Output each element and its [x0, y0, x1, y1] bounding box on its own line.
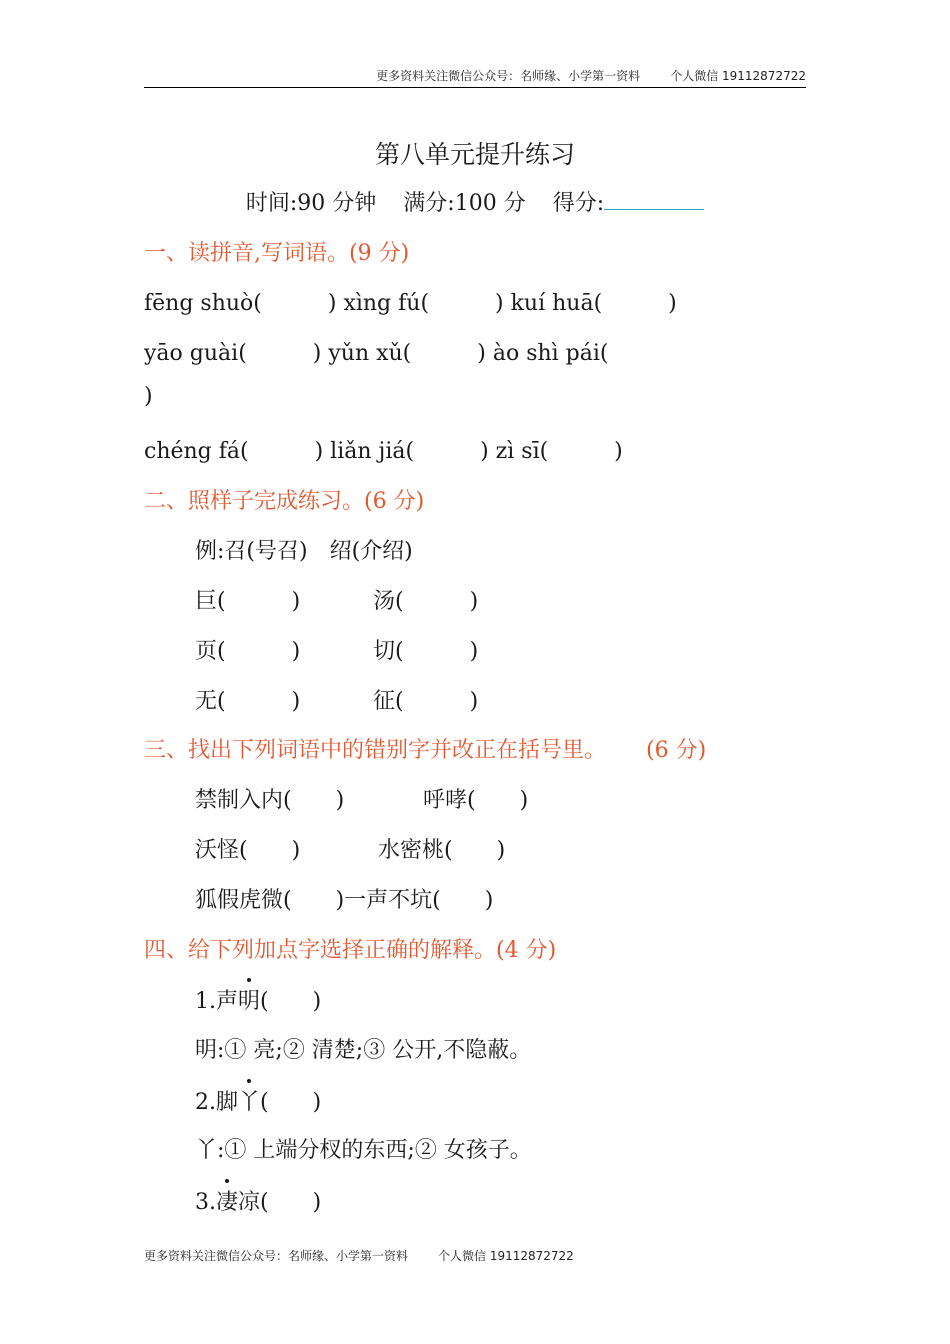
s3-row-3	[195, 883, 493, 914]
s4-definition-2: 丫:① 上端分杈的东西;② 女孩子。	[195, 1138, 532, 1163]
section-3-points: (6 分)	[646, 738, 707, 763]
s3-item-6: 一声不坑( )	[344, 888, 494, 913]
footer-right-text: 个人微信 19112872722	[438, 1249, 574, 1263]
q1-prefix: 1.声	[195, 989, 238, 1014]
q2-prefix: 2.脚	[195, 1090, 238, 1115]
score-label: 得分:	[552, 191, 605, 216]
s3-item-2: 呼哮( )	[423, 788, 529, 813]
pinyin-line-3: )	[144, 384, 153, 409]
s2-row-1	[195, 584, 478, 615]
q3-suffix: 凉( )	[238, 1190, 322, 1215]
s3-item-4: 水密桃( )	[378, 838, 506, 863]
page-title: 第八单元提升练习	[374, 140, 575, 169]
section-3-title: 三、找出下列词语中的错别字并改正在括号里。	[144, 738, 607, 763]
q2-dotted-char: 丫	[238, 1085, 260, 1116]
page-footer	[144, 1247, 574, 1264]
s3-row-1	[195, 783, 528, 814]
s2-item-qie: 切( )	[373, 639, 479, 664]
header-left-text: 更多资料关注微信公众号：名师缘、小学第一资料	[376, 69, 641, 83]
q3-dotted-char: 凄	[216, 1185, 238, 1216]
pinyin-line-1: fēng shuò( ) xìng fú( ) kuí huā( )	[144, 291, 677, 316]
s4-question-2	[195, 1085, 321, 1116]
s2-example: 例:召(号召) 绍(介绍)	[195, 539, 413, 564]
q3-prefix: 3.	[195, 1190, 216, 1215]
footer-left-text: 更多资料关注微信公众号：名师缘、小学第一资料	[144, 1249, 409, 1263]
time-info: 时间:90 分钟	[245, 191, 377, 216]
q2-suffix: ( )	[260, 1090, 322, 1115]
s3-item-5: 狐假虎微( )	[195, 888, 345, 913]
q1-suffix: ( )	[260, 989, 322, 1014]
s2-item-tang: 汤( )	[373, 589, 479, 614]
s3-item-1: 禁制入内( )	[195, 788, 345, 813]
section-1-heading: 一、读拼音,写词语。(9 分)	[144, 241, 410, 266]
s2-item-wu: 无( )	[195, 689, 301, 714]
score-blank[interactable]	[604, 191, 704, 210]
s2-item-ju: 巨( )	[195, 589, 301, 614]
s3-item-3: 沃怪( )	[195, 838, 301, 863]
full-score-info: 满分:100 分	[403, 191, 526, 216]
pinyin-line-2: yāo guài( ) yǔn xǔ( ) ào shì pái(	[144, 341, 609, 366]
s2-item-ye: 页( )	[195, 639, 301, 664]
header-right-text: 个人微信 19112872722	[670, 69, 806, 83]
q1-dotted-char: 明	[238, 984, 260, 1015]
section-2-heading: 二、照样子完成练习。(6 分)	[144, 489, 425, 514]
s4-question-3	[195, 1185, 321, 1216]
s4-question-1	[195, 984, 321, 1015]
section-4-heading: 四、给下列加点字选择正确的解释。(4 分)	[144, 938, 557, 963]
s3-row-2	[195, 833, 505, 864]
meta-line	[0, 186, 950, 217]
s2-row-3	[195, 684, 478, 715]
s4-definition-1: 明:① 亮;② 清楚;③ 公开,不隐蔽。	[195, 1038, 532, 1063]
pinyin-line-4: chéng fá( ) liǎn jiá( ) zì sī( )	[144, 439, 623, 464]
s2-item-zheng: 征( )	[373, 689, 479, 714]
page-header	[144, 67, 806, 88]
section-3-heading	[144, 733, 706, 764]
s2-row-2	[195, 634, 478, 665]
